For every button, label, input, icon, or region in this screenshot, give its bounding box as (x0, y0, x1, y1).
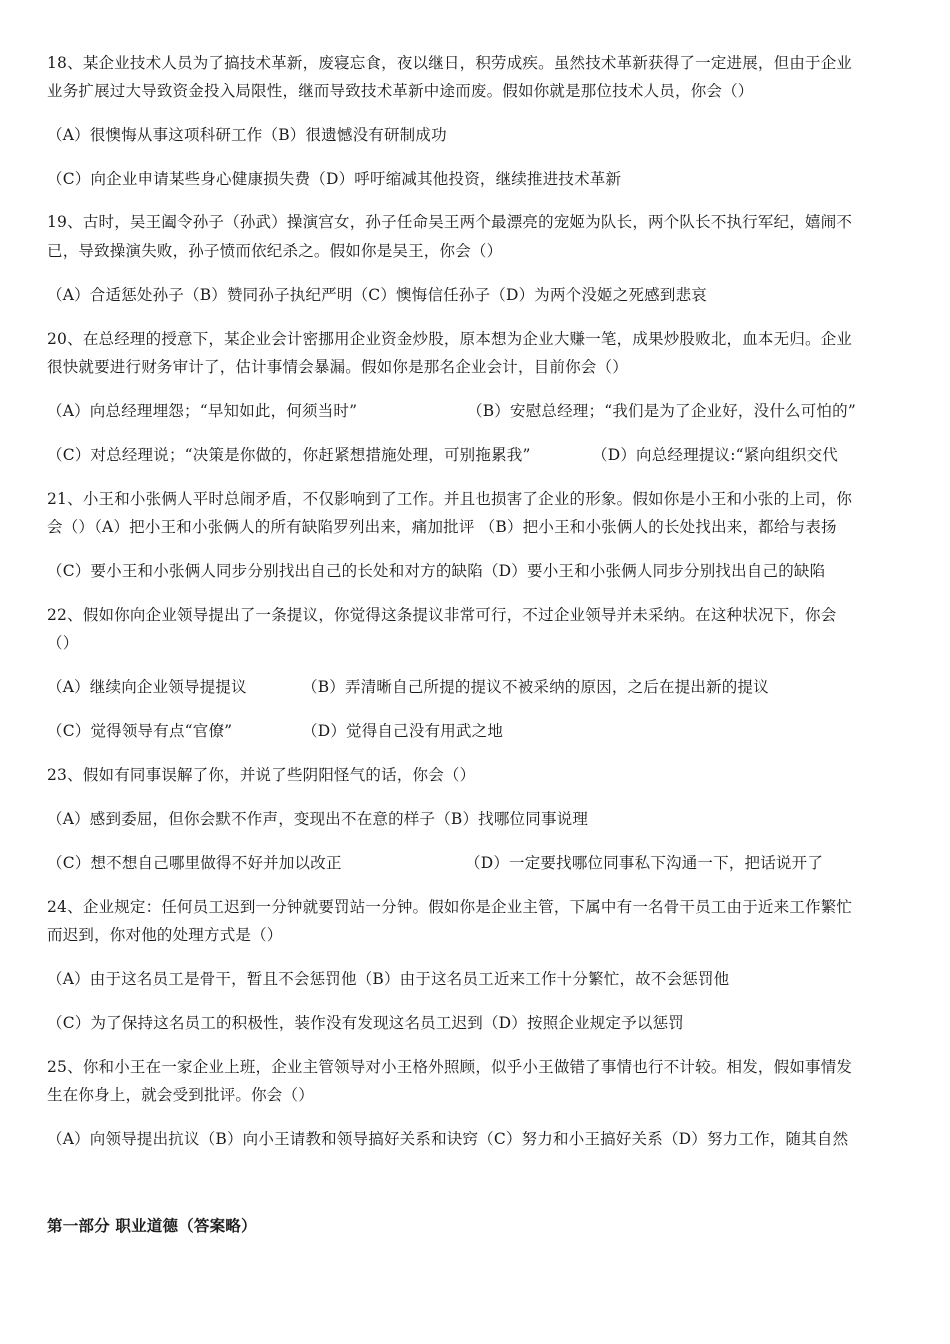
question-20-option-d: （D）向总经理提议:“紧向组织交代 (592, 446, 838, 464)
question-22-option-b: （B）弄清晰自己所提的提议不被采纳的原因，之后在提出新的提议 (302, 678, 769, 696)
question-21-text-line-1: 21、小王和小张俩人平时总闹矛盾，不仅影响到了工作。并且也损害了企业的形象。假如你是小王和小张的上司，你 (47, 490, 853, 508)
question-20-options-row-2 (47, 445, 838, 465)
question-22-text-line-2: （） (47, 634, 79, 652)
question-22-option-a: （A）继续向企业领导提提议 (47, 678, 247, 696)
question-18-text-line-1: 18、某企业技术人员为了搞技术革新，废寝忘食，夜以继日，积劳成疾。虽然技术革新获得了一定进展，但由于企业 (47, 54, 853, 72)
question-22-options-row-1 (47, 677, 769, 697)
question-18-options-line-1: （A）很懊悔从事这项科研工作（B）很遗憾没有研制成功 (47, 126, 447, 144)
question-23-options-line-1: （A）感到委屈，但你会默不作声，变现出不在意的样子（B）找哪位同事说理 (47, 810, 589, 828)
question-20-text-line-2: 很快就要进行财务审计了，估计事情会暴漏。假如你是那名企业会计，目前你会（） (47, 358, 628, 376)
question-22-option-d: （D）觉得自己没有用武之地 (302, 722, 504, 740)
question-22-options-row-2 (47, 721, 503, 741)
question-25-text-line-1: 25、你和小王在一家企业上班，企业主管领导对小王格外照顾，似乎小王做错了事情也行不计较。相发，假如事情发 (47, 1058, 853, 1076)
question-18-text-line-2: 业务扩展过大导致资金投入局限性，继而导致技术革新中途而废。假如你就是那位技术人员，你会（） (47, 82, 754, 100)
question-23-text-line-1: 23、假如有同事误解了你，并说了些阴阳怪气的话，你会（） (47, 766, 476, 784)
question-23-option-c: （C）想不想自己哪里做得不好并加以改正 (47, 854, 342, 872)
question-21-text-line-2: 会（）（A）把小王和小张俩人的所有缺陷罗列出来，痛加批评 （B）把小王和小张俩人的长处找出来，都给与表扬 (47, 518, 837, 536)
question-24-options-line-1: （A）由于这名员工是骨干，暂且不会惩罚他（B）由于这名员工近来工作十分繁忙，故不会惩罚他 (47, 970, 730, 988)
question-18-options-line-2: （C）向企业申请某些身心健康损失费（D）呼吁缩减其他投资，继续推进技术革新 (47, 170, 622, 188)
question-20-option-a: （A）向总经理埋怨；“早知如此，何须当时” (47, 402, 358, 420)
question-23-options-row-2 (47, 853, 823, 873)
question-24-text-line-2: 而迟到，你对他的处理方式是（） (47, 926, 283, 944)
question-20-option-b: （B）安慰总经理；“我们是为了企业好，没什么可怕的” (467, 402, 856, 420)
question-23-option-d: （D）一定要找哪位同事私下沟通一下，把话说开了 (465, 854, 824, 872)
question-19-text-line-2: 已，导致操演失败，孙子愤而依纪杀之。假如你是吴王，你会（） (47, 242, 503, 260)
question-21-options-line-1: （C）要小王和小张俩人同步分别找出自己的长处和对方的缺陷（D）要小王和小张俩人同步分别找出自己的缺陷 (47, 562, 826, 580)
question-20-options-row-1 (47, 401, 856, 421)
question-22-text-line-1: 22、假如你向企业领导提出了一条提议，你觉得这条提议非常可行，不过企业领导并未采纳。在这种状况下，你会 (47, 606, 837, 624)
question-19-text-line-1: 19、古时，吴王阖令孙子（孙武）操演宫女，孙子任命吴王两个最漂亮的宠姬为队长，两个队长不执行军纪，嬉闹不 (47, 213, 853, 231)
question-24-text-line-1: 24、企业规定：任何员工迟到一分钟就要罚站一分钟。假如你是企业主管，下属中有一名骨干员工由于近来工作繁忙 (47, 898, 853, 916)
question-20-option-c: （C）对总经理说；“决策是你做的，你赶紧想措施处理，可别拖累我” (47, 446, 531, 464)
question-20-text-line-1: 20、在总经理的授意下，某企业会计密挪用企业资金炒股，原本想为企业大赚一笔，成果炒股败北，血本无归。企业 (47, 330, 853, 348)
question-24-options-line-2: （C）为了保持这名员工的积极性，装作没有发现这名员工迟到（D）按照企业规定予以惩罚 (47, 1014, 684, 1032)
section-heading: 第一部分 职业道德（答案略） (47, 1216, 257, 1235)
question-25-options-line-1: （A）向领导提出抗议（B）向小王请教和领导搞好关系和诀窍（C）努力和小王搞好关系（D）努力工作，随其自然 (47, 1130, 849, 1148)
question-19-options-line-1: （A）合适惩处孙子（B）赞同孙子执纪严明（C）懊悔信任孙子（D）为两个没姬之死感到悲哀 (47, 286, 707, 304)
question-22-option-c: （C）觉得领导有点“官僚” (47, 722, 233, 740)
question-25-text-line-2: 生在你身上，就会受到批评。你会（） (47, 1086, 314, 1104)
